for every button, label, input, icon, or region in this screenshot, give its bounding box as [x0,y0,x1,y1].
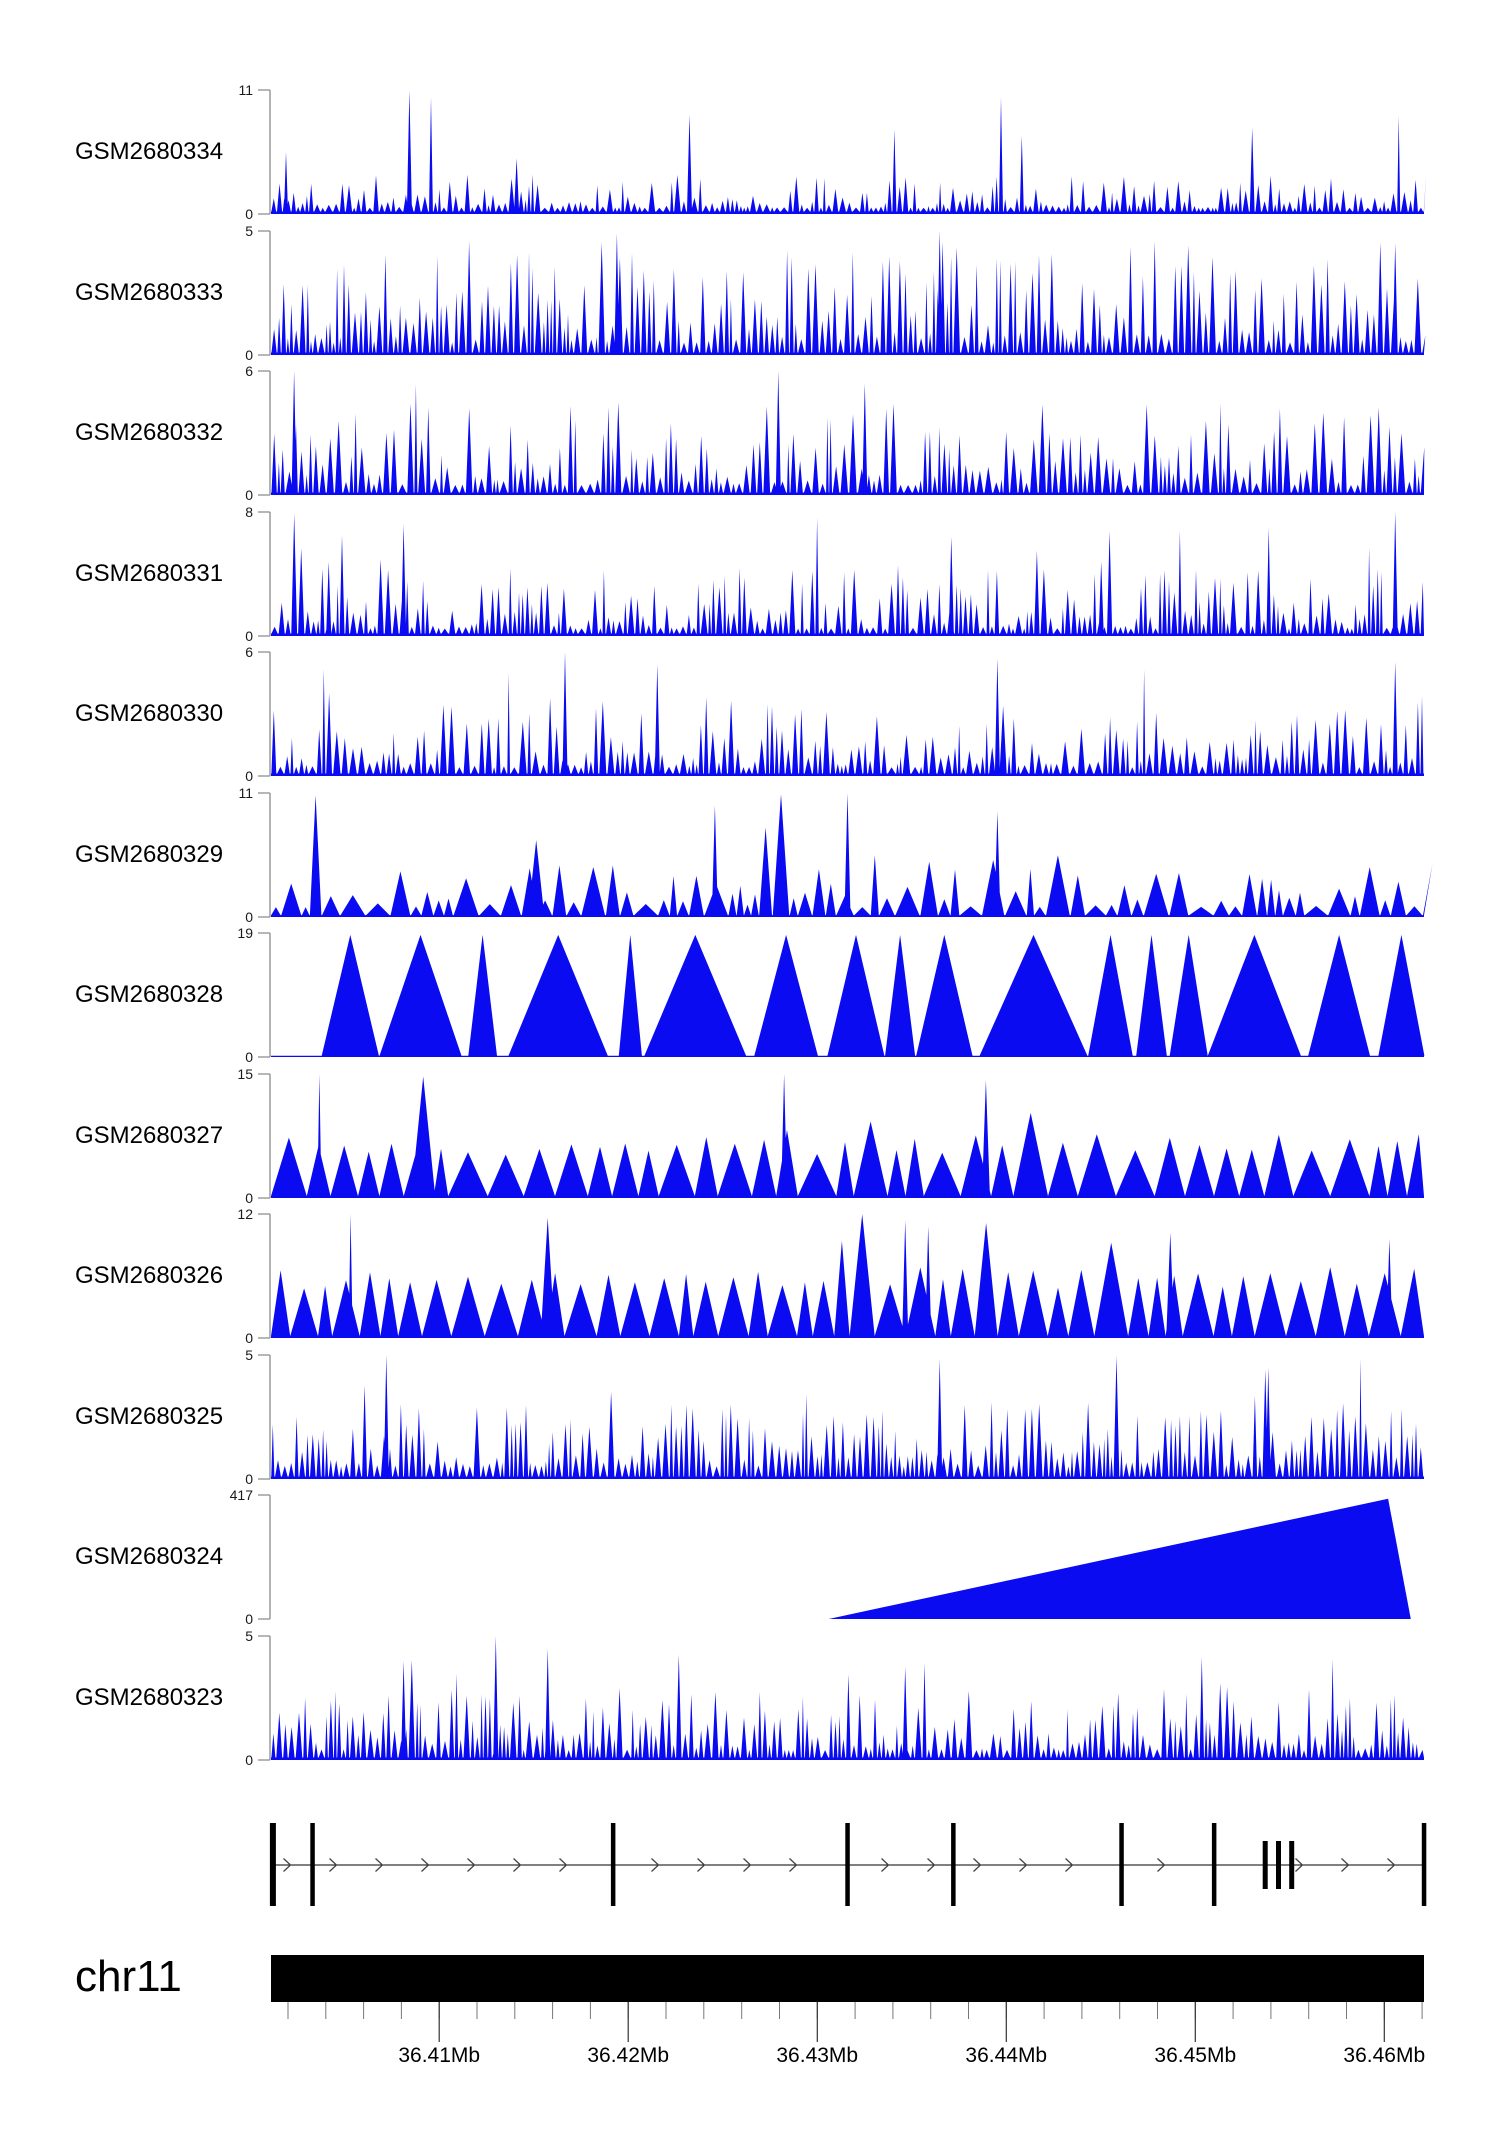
coverage-polygon [271,90,1426,214]
y-axis-zero-label: 0 [245,347,253,363]
track-label: GSM2680325 [75,1403,224,1430]
y-axis-bracket [255,1353,271,1481]
signal-area-plot [271,1495,1424,1620]
y-axis-line [258,1636,270,1760]
y-axis-bracket [255,88,271,216]
y-axis-max-label: 11 [238,82,253,98]
y-axis-zero-label: 0 [245,1471,253,1487]
track-label: GSM2680328 [75,981,224,1008]
y-axis-zero-label: 0 [245,1752,253,1768]
track-label: GSM2680330 [75,700,224,727]
gene-model-track [0,1810,1500,1920]
exon-bar [1422,1823,1427,1906]
y-axis-bracket [255,1634,271,1762]
track-label: GSM2680333 [75,279,224,306]
coverage-polygon [271,1074,1424,1198]
y-axis-bracket [255,931,271,1059]
y-axis-zero-label: 0 [245,628,253,644]
exon-bar [1263,1841,1268,1889]
x-axis-tick-label: 36.45Mb [1154,2044,1237,2067]
y-axis-zero-label: 0 [245,487,253,503]
track-label: GSM2680331 [75,560,224,587]
exon-bar [845,1823,850,1906]
y-axis-line [258,1074,270,1198]
chromosome-name: chr11 [75,1952,182,2001]
exon-bar [1276,1841,1281,1889]
signal-area-plot [271,1355,1424,1480]
y-axis-max-label: 8 [245,504,253,520]
signal-area-plot [271,793,1424,918]
coverage-polygon [271,1214,1424,1338]
y-axis-line [258,793,270,917]
coverage-polygon [829,1499,1411,1619]
x-axis-tick-label: 36.41Mb [398,2044,481,2067]
track-label: GSM2680332 [75,419,224,446]
y-axis-max-label: 5 [245,1347,253,1363]
track-label: GSM2680329 [75,841,224,868]
coverage-polygon [271,1636,1424,1760]
y-axis-max-label: 5 [245,1628,253,1644]
y-axis-zero-label: 0 [245,206,253,222]
y-axis-line [258,1355,270,1479]
exon-bar [1119,1823,1124,1906]
y-axis-bracket [255,650,271,778]
y-axis-line [258,652,270,776]
signal-area-plot [271,90,1424,215]
signal-area-plot [271,933,1424,1058]
y-axis-bracket [255,791,271,919]
signal-area-plot [271,231,1424,356]
exon-bar [1212,1823,1217,1906]
x-axis-tick-label: 36.44Mb [965,2044,1048,2067]
signal-area-plot [271,1214,1424,1339]
y-axis-line [258,1214,270,1338]
y-axis-max-label: 6 [245,363,253,379]
y-axis-zero-label: 0 [245,1190,253,1206]
y-axis-bracket [255,369,271,497]
track-label: GSM2680324 [75,1543,224,1570]
y-axis-zero-label: 0 [245,1049,253,1065]
y-axis-zero-label: 0 [245,909,253,925]
signal-area-plot [271,371,1424,496]
y-axis-line [258,1495,270,1619]
chromosome-ideogram [271,1955,1424,2002]
exon-bar [1289,1841,1294,1889]
track-label: GSM2680334 [75,138,224,165]
y-axis-max-label: 11 [238,785,253,801]
x-axis-tick-label: 36.46Mb [1343,2044,1426,2067]
x-axis-tick-label: 36.43Mb [776,2044,859,2067]
y-axis-zero-label: 0 [245,1330,253,1346]
coverage-polygon [271,231,1425,355]
track-label: GSM2680326 [75,1262,224,1289]
coverage-polygon [271,935,1424,1057]
genome-coordinate-axis [0,2002,1500,2046]
x-axis-tick-label: 36.42Mb [587,2044,670,2067]
y-axis-max-label: 417 [229,1487,253,1503]
signal-area-plot [271,1074,1424,1199]
track-label: GSM2680327 [75,1122,224,1149]
exon-bar [310,1823,315,1906]
coverage-polygon [271,512,1424,636]
y-axis-line [258,231,270,355]
exon-bar [951,1823,956,1906]
exon-bar [270,1823,276,1906]
y-axis-max-label: 12 [237,1206,253,1222]
track-label: GSM2680323 [75,1684,224,1711]
y-axis-bracket [255,510,271,638]
y-axis-line [258,933,270,1057]
exon-bar [611,1823,616,1906]
y-axis-bracket [255,1493,271,1621]
y-axis-bracket [255,1072,271,1200]
y-axis-max-label: 5 [245,223,253,239]
coverage-polygon [271,652,1426,776]
signal-area-plot [271,1636,1424,1761]
y-axis-max-label: 15 [237,1066,253,1082]
y-axis-bracket [255,1212,271,1340]
coverage-polygon [271,371,1424,495]
y-axis-max-label: 6 [245,644,253,660]
y-axis-line [258,512,270,636]
coverage-polygon [271,793,1433,917]
y-axis-line [258,371,270,495]
y-axis-bracket [255,229,271,357]
y-axis-max-label: 19 [237,925,253,941]
y-axis-zero-label: 0 [245,1611,253,1627]
signal-area-plot [271,512,1424,637]
coverage-polygon [271,1355,1426,1479]
signal-area-plot [271,652,1424,777]
y-axis-zero-label: 0 [245,768,253,784]
y-axis-line [258,90,270,214]
